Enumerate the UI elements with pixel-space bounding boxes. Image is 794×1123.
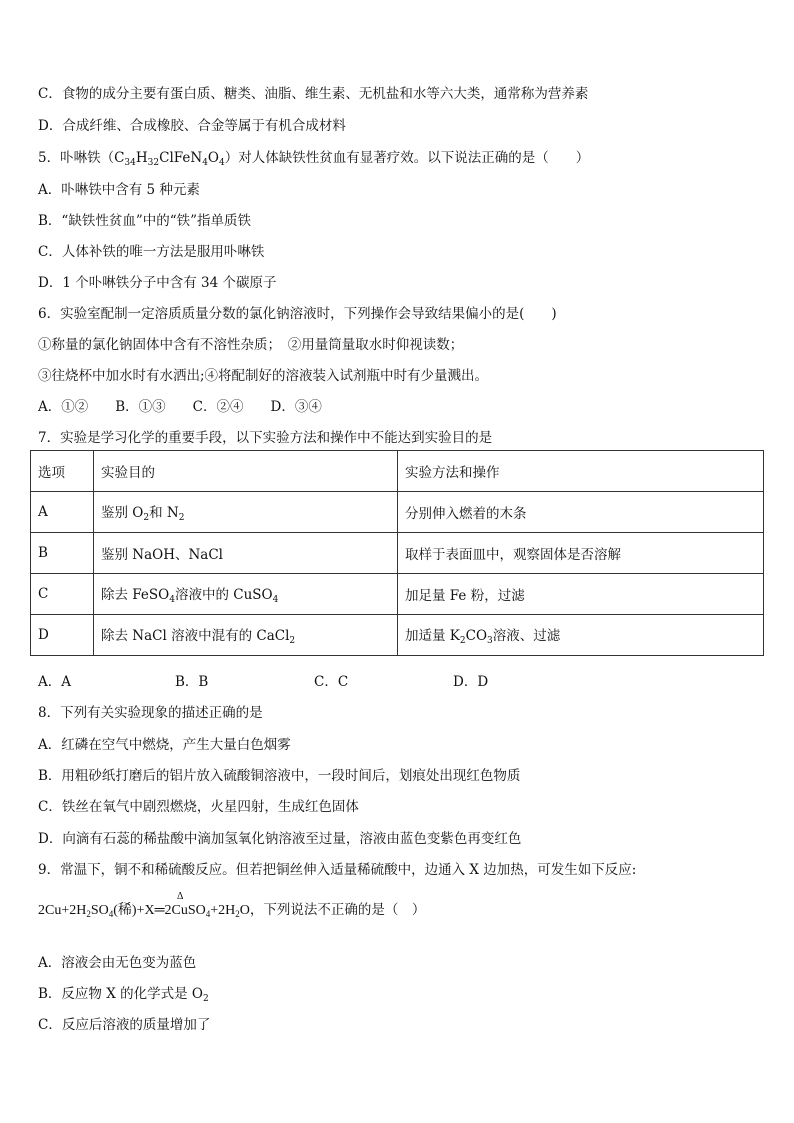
table-row: [31, 533, 764, 574]
header-option: 选项: [31, 451, 94, 492]
q9-option-c: C．反应后溶液的质量增加了: [38, 1017, 211, 1033]
q6-options: A．①② B．①③ C．②④ D．③④: [38, 399, 322, 415]
q5-option-a: A．卟啉铁中含有 5 种元素: [38, 182, 200, 198]
q6-statement-line2: ③往烧杯中加水时有水洒出;④将配制好的溶液装入试剂瓶中时有少量溅出。: [38, 368, 489, 384]
table-row: [31, 574, 764, 615]
row-goal: 鉴别 NaOH、NaCl: [94, 533, 398, 574]
answer-b: B．B: [175, 674, 209, 690]
row-method: 分别伸入燃着的木条: [398, 492, 764, 533]
q7-table: [30, 450, 764, 656]
row-option: C: [31, 574, 94, 615]
table-header-row: [31, 451, 764, 492]
q5-stem: 5．卟啉铁$(C_{34}H_{32}ClFeN_4O_4)$对人体缺铁性贫血有显著疗效。以下说法正确的是（ ）: [38, 150, 590, 168]
q9-equation: $2Cu+2H_2SO_4$(稀)+X Δ $═2CuSO_4+2H_2O$，下列说法不正确的是（ ）: [38, 891, 426, 919]
q5-option-c: C．人体补铁的唯一方法是服用卟啉铁: [38, 244, 265, 260]
row-method: 加足量 Fe 粉，过滤: [398, 574, 764, 615]
row-method: 取样于表面皿中，观察固体是否溶解: [398, 533, 764, 574]
row-method: 加适量 $K_2CO_3$溶液、过滤: [398, 615, 764, 656]
q9-option-a: A．溶液会由无色变为蓝色: [38, 955, 197, 971]
q8-stem: 8．下列有关实验现象的描述正确的是: [38, 705, 263, 721]
header-method: 实验方法和操作: [398, 451, 764, 492]
q9-option-b: B．反应物 X 的化学式是 $O_2$: [38, 986, 209, 1004]
q6-stem: 6．实验室配制一定溶质质量分数的氯化钠溶液时，下列操作会导致结果偏小的是( ): [38, 306, 557, 322]
row-goal: 除去 FeSO$_4$溶液中的 CuSO$_4$: [94, 574, 398, 615]
q5-option-b: B．“缺铁性贫血”中的“铁”指单质铁: [38, 213, 252, 229]
header-goal: 实验目的: [94, 451, 398, 492]
q8-option-c: C．铁丝在氧气中剧烈燃烧，火星四射，生成红色固体: [38, 799, 359, 815]
q5-option-d: D．1 个卟啉铁分子中含有 34 个碳原子: [38, 275, 277, 291]
answer-c: C．C: [314, 674, 349, 690]
q8-option-b: B．用粗砂纸打磨后的铝片放入硫酸铜溶液中，一段时间后，划痕处出现红色物质: [38, 768, 521, 784]
heat-symbol: Δ ═2CuSO: [154, 891, 206, 918]
row-goal: 鉴别 $O_2$和 $N_2$: [94, 492, 398, 533]
q7-answers: [38, 670, 488, 690]
q4-option-c: C．食物的成分主要有蛋白质、糖类、油脂、维生素、无机盐和水等六大类，通常称为营养素: [38, 86, 589, 102]
q9-stem: 9．常温下，铜不和稀硫酸反应。但若把铜丝伸入适量稀硫酸中，边通入 X 边加热，可发生如下反应:: [38, 862, 637, 878]
answer-d: D．D: [453, 674, 489, 690]
table-row: [31, 492, 764, 533]
q7-stem: 7．实验是学习化学的重要手段，以下实验方法和操作中不能达到实验目的是: [38, 430, 493, 446]
row-option: B: [31, 533, 94, 574]
q8-option-d: D．向滴有石蕊的稀盐酸中滴加氢氧化钠溶液至过量，溶液由蓝色变紫色再变红色: [38, 831, 522, 847]
row-goal: 除去 NaCl 溶液中混有的 CaCl$_2$: [94, 615, 398, 656]
answer-a: A．A: [38, 674, 71, 690]
row-option: D: [31, 615, 94, 656]
q4-option-d: D．合成纤维、合成橡胶、合金等属于有机合成材料: [38, 118, 346, 134]
table-row: [31, 615, 764, 656]
row-option: A: [31, 492, 94, 533]
q8-option-a: A．红磷在空气中燃烧，产生大量白色烟雾: [38, 737, 291, 753]
q6-statement-line1: ①称量的氯化钠固体中含有不溶性杂质； ②用量筒量取水时仰视读数；: [38, 337, 464, 353]
